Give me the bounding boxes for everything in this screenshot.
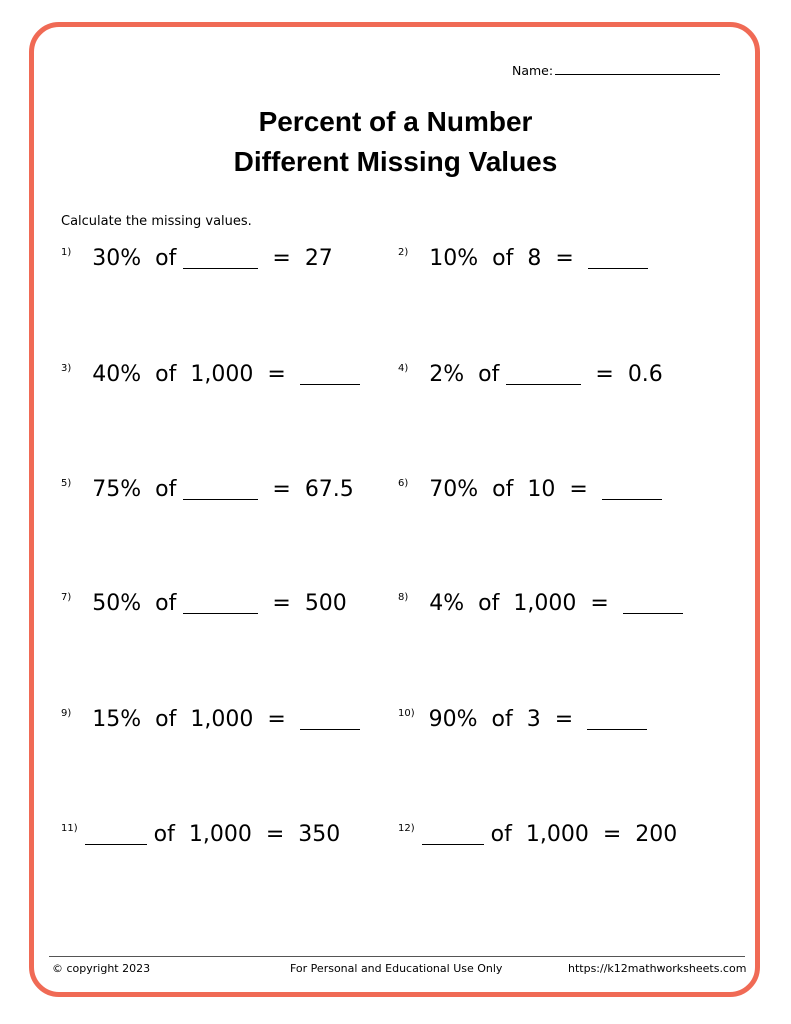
percent-value: 90%: [428, 707, 478, 732]
problem-6: [398, 477, 662, 502]
percent-value: 40%: [92, 362, 142, 387]
percent-value: 4%: [429, 591, 465, 616]
problem-number: 9): [61, 708, 72, 719]
equals-sign: =: [595, 362, 614, 387]
result-value: 0.6: [627, 362, 663, 387]
base-value: 1,000: [513, 591, 577, 616]
answer-blank[interactable]: [506, 362, 581, 385]
of-word: of: [155, 591, 177, 616]
problem-number: 12): [398, 823, 415, 834]
answer-blank[interactable]: [588, 246, 648, 269]
answer-blank[interactable]: [183, 477, 258, 500]
answer-blank[interactable]: [300, 362, 360, 385]
base-value: 10: [527, 477, 556, 502]
of-word: of: [153, 822, 175, 847]
equals-sign: =: [590, 591, 609, 616]
equals-sign: =: [272, 477, 291, 502]
footer-divider: [49, 956, 745, 957]
problem-1: [61, 246, 333, 271]
percent-value: 30%: [92, 246, 142, 271]
problem-number: 2): [398, 247, 409, 258]
instructions: Calculate the missing values.: [61, 214, 252, 229]
result-value: 27: [304, 246, 333, 271]
equals-sign: =: [555, 246, 574, 271]
problem-10: [398, 707, 647, 732]
result-value: 200: [635, 822, 678, 847]
problem-number: 11): [61, 823, 78, 834]
of-word: of: [491, 707, 513, 732]
equals-sign: =: [272, 246, 291, 271]
problem-4: [398, 362, 663, 387]
problem-number: 8): [398, 592, 409, 603]
equals-sign: =: [265, 822, 285, 847]
base-value: 1,000: [188, 822, 252, 847]
base-value: 1,000: [190, 707, 254, 732]
title-line-1: Percent of a Number: [258, 106, 533, 137]
equals-sign: =: [554, 707, 574, 732]
of-word: of: [478, 591, 500, 616]
problem-2: [398, 246, 648, 271]
website-link[interactable]: https://k12mathworksheets.com: [568, 962, 747, 975]
answer-blank[interactable]: [183, 246, 258, 269]
problem-11: [61, 822, 340, 847]
percent-value: 75%: [92, 477, 142, 502]
problem-number: 6): [398, 478, 409, 489]
of-word: of: [492, 246, 514, 271]
title-line-2: Different Missing Values: [233, 146, 558, 177]
problem-7: [61, 591, 347, 616]
of-word: of: [155, 707, 177, 732]
equals-sign: =: [602, 822, 622, 847]
problem-number: 4): [398, 363, 409, 374]
result-value: 500: [304, 591, 347, 616]
answer-blank[interactable]: [623, 591, 683, 614]
base-value: 1,000: [190, 362, 254, 387]
of-word: of: [492, 477, 514, 502]
name-label: Name:: [512, 63, 554, 78]
equals-sign: =: [569, 477, 588, 502]
name-blank-line[interactable]: [555, 62, 720, 75]
problem-number: 10): [398, 708, 415, 719]
percent-value: 10%: [429, 246, 479, 271]
base-value: 8: [527, 246, 542, 271]
problem-number: 5): [61, 478, 72, 489]
percent-value: 50%: [92, 591, 142, 616]
percent-value: 15%: [92, 707, 142, 732]
problem-9: [61, 707, 360, 732]
answer-blank[interactable]: [183, 591, 258, 614]
base-value: 3: [526, 707, 541, 732]
result-value: 350: [298, 822, 341, 847]
result-value: 67.5: [304, 477, 354, 502]
base-value: 1,000: [525, 822, 589, 847]
equals-sign: =: [272, 591, 291, 616]
of-word: of: [155, 362, 177, 387]
problem-5: [61, 477, 354, 502]
copyright-text: © copyright 2023: [52, 962, 151, 975]
problem-number: 1): [61, 247, 72, 258]
equals-sign: =: [267, 362, 286, 387]
percent-value: 2%: [429, 362, 465, 387]
name-field: [512, 62, 720, 78]
answer-blank[interactable]: [85, 822, 147, 845]
answer-blank[interactable]: [300, 707, 360, 730]
problem-3: [61, 362, 360, 387]
equals-sign: =: [267, 707, 286, 732]
problem-number: 3): [61, 363, 72, 374]
answer-blank[interactable]: [422, 822, 484, 845]
problem-number: 7): [61, 592, 72, 603]
of-word: of: [478, 362, 500, 387]
problem-8: [398, 591, 683, 616]
answer-blank[interactable]: [602, 477, 662, 500]
of-word: of: [155, 477, 177, 502]
percent-value: 70%: [429, 477, 479, 502]
of-word: of: [155, 246, 177, 271]
usage-text: For Personal and Educational Use Only: [290, 962, 503, 975]
of-word: of: [490, 822, 512, 847]
answer-blank[interactable]: [587, 707, 647, 730]
problem-12: [398, 822, 677, 847]
